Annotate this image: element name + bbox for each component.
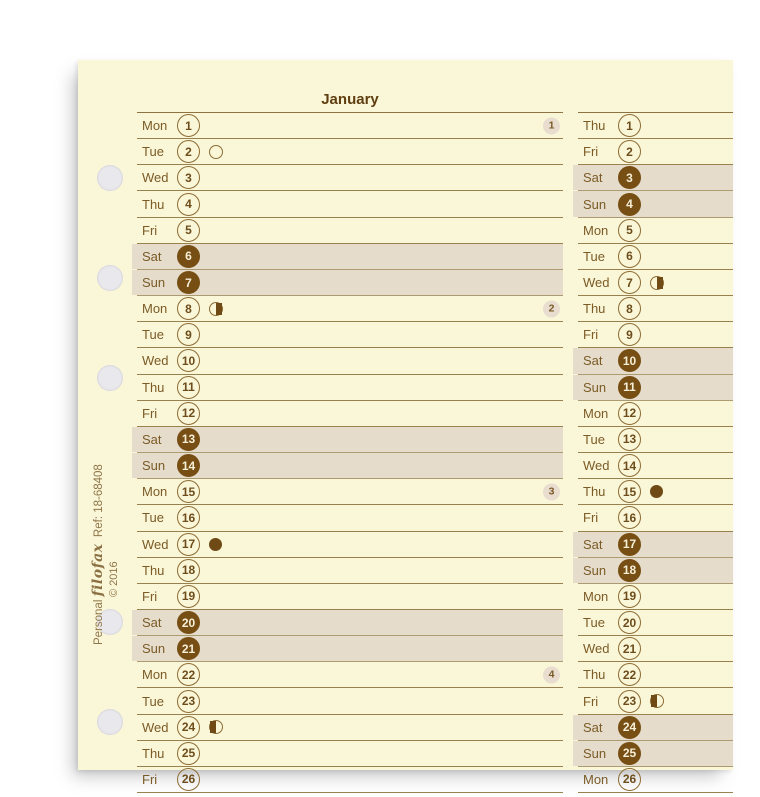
date-circle: 7 — [177, 271, 200, 294]
calendar-row — [578, 218, 733, 244]
calendar-row — [137, 270, 563, 296]
binder-hole-icon — [97, 709, 123, 735]
date-circle: 11 — [177, 376, 200, 399]
day-label: Sun — [142, 641, 166, 657]
date-circle: 1 — [618, 114, 641, 137]
calendar-row — [578, 715, 733, 741]
brand-prefix-label: Personal — [93, 599, 105, 645]
date-circle: 2 — [177, 140, 200, 163]
day-rows-left — [137, 112, 563, 793]
day-label: Mon — [142, 667, 168, 683]
calendar-row — [578, 401, 733, 427]
date-circle: 4 — [618, 193, 641, 216]
date-circle: 24 — [618, 716, 641, 739]
day-label: Sat — [583, 170, 603, 186]
date-circle: 1 — [177, 114, 200, 137]
day-label: Tue — [583, 431, 605, 447]
month-column-right — [578, 60, 733, 793]
calendar-row — [137, 218, 563, 244]
calendar-row — [137, 375, 563, 401]
calendar-row — [137, 741, 563, 767]
day-label: Mon — [583, 222, 609, 238]
day-label: Thu — [142, 196, 165, 212]
day-label: Sat — [142, 615, 162, 631]
day-label: Fri — [583, 327, 599, 343]
calendar-row — [137, 244, 563, 270]
calendar-row — [578, 244, 733, 270]
calendar-row — [578, 191, 733, 217]
day-label: Thu — [583, 667, 606, 683]
calendar-row — [137, 139, 563, 165]
date-circle: 13 — [618, 428, 641, 451]
calendar-row — [137, 715, 563, 741]
date-circle: 3 — [177, 166, 200, 189]
day-label: Mon — [583, 588, 609, 604]
day-label: Fri — [142, 405, 158, 421]
calendar-row — [578, 610, 733, 636]
binder-hole-icon — [97, 365, 123, 391]
day-label: Tue — [142, 693, 164, 709]
planner-page — [78, 60, 733, 787]
date-circle: 18 — [177, 559, 200, 582]
moon-phase-new-icon — [209, 538, 222, 551]
day-label: Sat — [583, 536, 603, 552]
day-label: Mon — [142, 484, 168, 500]
calendar-row — [578, 505, 733, 531]
date-circle: 6 — [177, 245, 200, 268]
month-title-empty — [578, 60, 733, 112]
day-rows-right — [578, 112, 733, 793]
day-label: Sun — [142, 458, 166, 474]
moon-phase-full-icon — [209, 145, 223, 159]
month-title: January — [321, 91, 379, 108]
calendar-row — [578, 584, 733, 610]
moon-phase-new-icon — [650, 485, 663, 498]
day-label: Sat — [583, 353, 603, 369]
calendar-row — [578, 741, 733, 767]
day-label: Thu — [583, 118, 606, 134]
date-circle: 13 — [177, 428, 200, 451]
calendar-row — [578, 767, 733, 793]
date-circle: 14 — [177, 454, 200, 477]
day-label: Mon — [583, 771, 609, 787]
calendar-row — [578, 375, 733, 401]
calendar-row — [137, 558, 563, 584]
day-label: Thu — [142, 745, 165, 761]
calendar-row — [578, 636, 733, 662]
day-label: Fri — [583, 510, 599, 526]
calendar-row — [578, 688, 733, 714]
date-circle: 9 — [618, 323, 641, 346]
calendar-row — [137, 296, 563, 322]
day-label: Thu — [142, 379, 165, 395]
day-label: Mon — [583, 405, 609, 421]
calendar-row — [137, 322, 563, 348]
day-label: Fri — [142, 588, 158, 604]
date-circle: 18 — [618, 559, 641, 582]
date-circle: 9 — [177, 323, 200, 346]
calendar-row — [137, 113, 563, 139]
calendar-row — [137, 348, 563, 374]
day-label: Thu — [583, 484, 606, 500]
date-circle: 21 — [618, 637, 641, 660]
moon-phase-last-quarter-icon — [650, 276, 664, 290]
calendar-row — [137, 165, 563, 191]
week-number-badge: 3 — [543, 483, 560, 500]
day-label: Wed — [583, 458, 610, 474]
day-label: Sat — [142, 248, 162, 264]
day-label: Sun — [583, 379, 607, 395]
date-circle: 26 — [177, 768, 200, 791]
month-column-left — [137, 60, 563, 793]
date-circle: 8 — [177, 297, 200, 320]
day-label: Wed — [142, 719, 169, 735]
calendar-row — [137, 636, 563, 662]
date-circle: 20 — [618, 611, 641, 634]
day-label: Tue — [142, 144, 164, 160]
date-circle: 17 — [177, 533, 200, 556]
week-number-badge: 4 — [543, 666, 560, 683]
calendar-row — [578, 322, 733, 348]
day-label: Wed — [583, 275, 610, 291]
day-label: Sat — [142, 431, 162, 447]
calendar-row — [137, 532, 563, 558]
calendar-row — [578, 270, 733, 296]
day-label: Tue — [583, 248, 605, 264]
week-number-badge: 1 — [543, 117, 560, 134]
date-circle: 19 — [177, 585, 200, 608]
day-label: Tue — [142, 327, 164, 343]
calendar-row — [137, 401, 563, 427]
calendar-row — [578, 165, 733, 191]
date-circle: 4 — [177, 193, 200, 216]
day-label: Fri — [142, 771, 158, 787]
calendar-row — [137, 427, 563, 453]
date-circle: 21 — [177, 637, 200, 660]
calendar-row — [137, 662, 563, 688]
day-label: Sun — [583, 196, 607, 212]
calendar-row — [578, 662, 733, 688]
binder-hole-icon — [97, 265, 123, 291]
day-label: Wed — [142, 353, 169, 369]
date-circle: 10 — [177, 349, 200, 372]
date-circle: 7 — [618, 271, 641, 294]
moon-phase-first-quarter-icon — [209, 720, 223, 734]
date-circle: 20 — [177, 611, 200, 634]
day-label: Mon — [142, 118, 168, 134]
day-label: Fri — [142, 222, 158, 238]
day-label: Fri — [583, 144, 599, 160]
calendar-row — [578, 558, 733, 584]
date-circle: 3 — [618, 166, 641, 189]
date-circle: 16 — [177, 506, 200, 529]
calendar-row — [137, 767, 563, 793]
week-number-badge: 2 — [543, 300, 560, 317]
day-label: Sun — [583, 745, 607, 761]
copyright-label: © 2016 — [108, 561, 120, 597]
date-circle: 25 — [618, 742, 641, 765]
calendar-row — [578, 532, 733, 558]
ref-number-label: Ref: 18-68408 — [93, 464, 105, 538]
day-label: Mon — [142, 301, 168, 317]
date-circle: 12 — [177, 402, 200, 425]
calendar-row — [137, 479, 563, 505]
date-circle: 15 — [177, 480, 200, 503]
date-circle: 19 — [618, 585, 641, 608]
date-circle: 23 — [618, 690, 641, 713]
calendar-row — [137, 610, 563, 636]
moon-phase-last-quarter-icon — [209, 302, 223, 316]
day-label: Sun — [142, 275, 166, 291]
calendar-row — [578, 348, 733, 374]
day-label: Sun — [583, 562, 607, 578]
date-circle: 16 — [618, 506, 641, 529]
day-label: Tue — [142, 510, 164, 526]
date-circle: 10 — [618, 349, 641, 372]
date-circle: 12 — [618, 402, 641, 425]
date-circle: 2 — [618, 140, 641, 163]
day-label: Tue — [583, 615, 605, 631]
calendar-row — [137, 584, 563, 610]
date-circle: 6 — [618, 245, 641, 268]
date-circle: 22 — [618, 663, 641, 686]
calendar-row — [578, 453, 733, 479]
date-circle: 8 — [618, 297, 641, 320]
date-circle: 26 — [618, 768, 641, 791]
date-circle: 22 — [177, 663, 200, 686]
calendar-row — [578, 296, 733, 322]
date-circle: 15 — [618, 480, 641, 503]
calendar-row — [137, 505, 563, 531]
date-circle: 14 — [618, 454, 641, 477]
binder-hole-icon — [97, 165, 123, 191]
calendar-row — [578, 427, 733, 453]
day-label: Wed — [142, 170, 169, 186]
day-label: Thu — [142, 562, 165, 578]
day-label: Wed — [142, 536, 169, 552]
calendar-row — [578, 113, 733, 139]
moon-phase-first-quarter-icon — [650, 694, 664, 708]
calendar-row — [137, 688, 563, 714]
day-label: Sat — [583, 719, 603, 735]
date-circle: 5 — [618, 219, 641, 242]
calendar-row — [578, 139, 733, 165]
calendar-row — [137, 191, 563, 217]
date-circle: 5 — [177, 219, 200, 242]
date-circle: 11 — [618, 376, 641, 399]
date-circle: 25 — [177, 742, 200, 765]
vertical-brand-label — [91, 430, 122, 645]
calendar-row — [137, 453, 563, 479]
date-circle: 23 — [177, 690, 200, 713]
filofax-logo: filofax — [90, 543, 106, 597]
day-label: Thu — [583, 301, 606, 317]
calendar-row — [578, 479, 733, 505]
date-circle: 17 — [618, 533, 641, 556]
date-circle: 24 — [177, 716, 200, 739]
day-label: Fri — [583, 693, 599, 709]
day-label: Wed — [583, 641, 610, 657]
